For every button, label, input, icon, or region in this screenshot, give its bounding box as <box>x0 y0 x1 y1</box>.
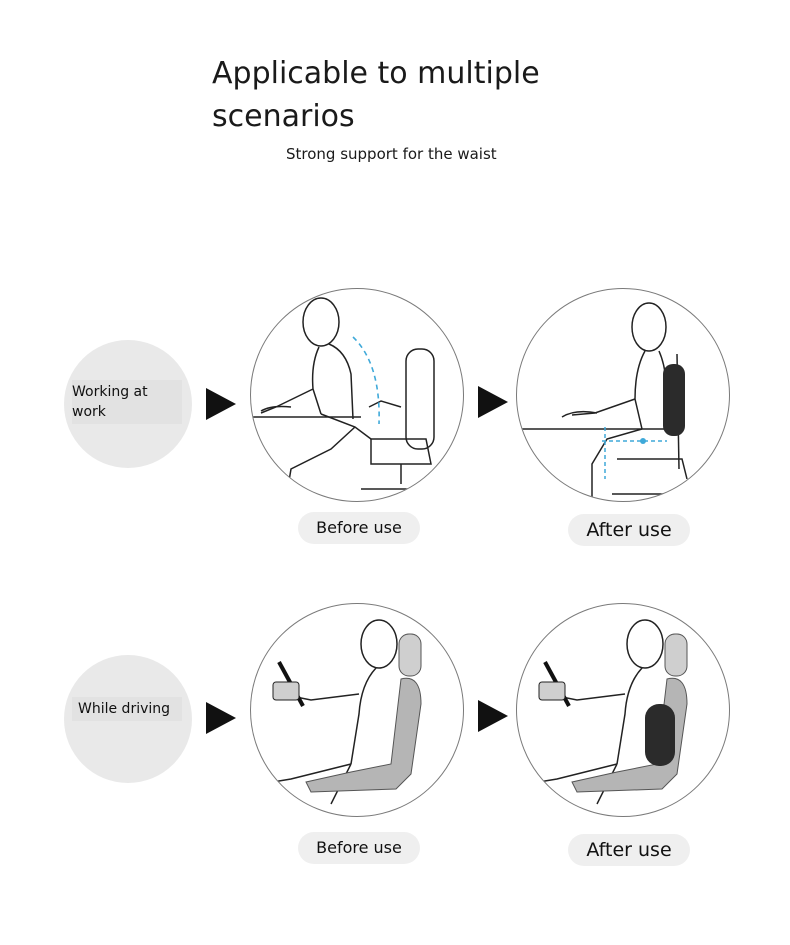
driving-after-drawing <box>517 604 729 816</box>
arrow-right-icon <box>206 388 236 420</box>
after-use-label-work: After use <box>568 514 690 546</box>
arrow-right-icon <box>206 702 236 734</box>
scenario-circle-driving <box>64 655 192 783</box>
page-title: Applicable to multiple scenarios <box>212 56 540 134</box>
before-use-label-driving: Before use <box>298 832 420 864</box>
after-use-label-driving: After use <box>568 834 690 866</box>
office-before-drawing <box>251 289 463 501</box>
arrow-right-icon <box>478 700 508 732</box>
scenario-circle-work <box>64 340 192 468</box>
scenario-label-driving: While driving <box>72 697 182 721</box>
office-after-drawing <box>517 289 729 501</box>
driving-before-illustration <box>250 603 464 817</box>
driving-before-drawing <box>251 604 463 816</box>
page-subtitle: Strong support for the waist <box>286 145 497 163</box>
driving-after-illustration <box>516 603 730 817</box>
lumbar-cushion-icon <box>645 704 675 766</box>
lumbar-cushion-icon <box>663 364 685 436</box>
before-use-label-work: Before use <box>298 512 420 544</box>
arrow-right-icon <box>478 386 508 418</box>
office-before-illustration <box>250 288 464 502</box>
scenario-label-work: Working at work <box>72 380 182 424</box>
office-after-illustration <box>516 288 730 502</box>
